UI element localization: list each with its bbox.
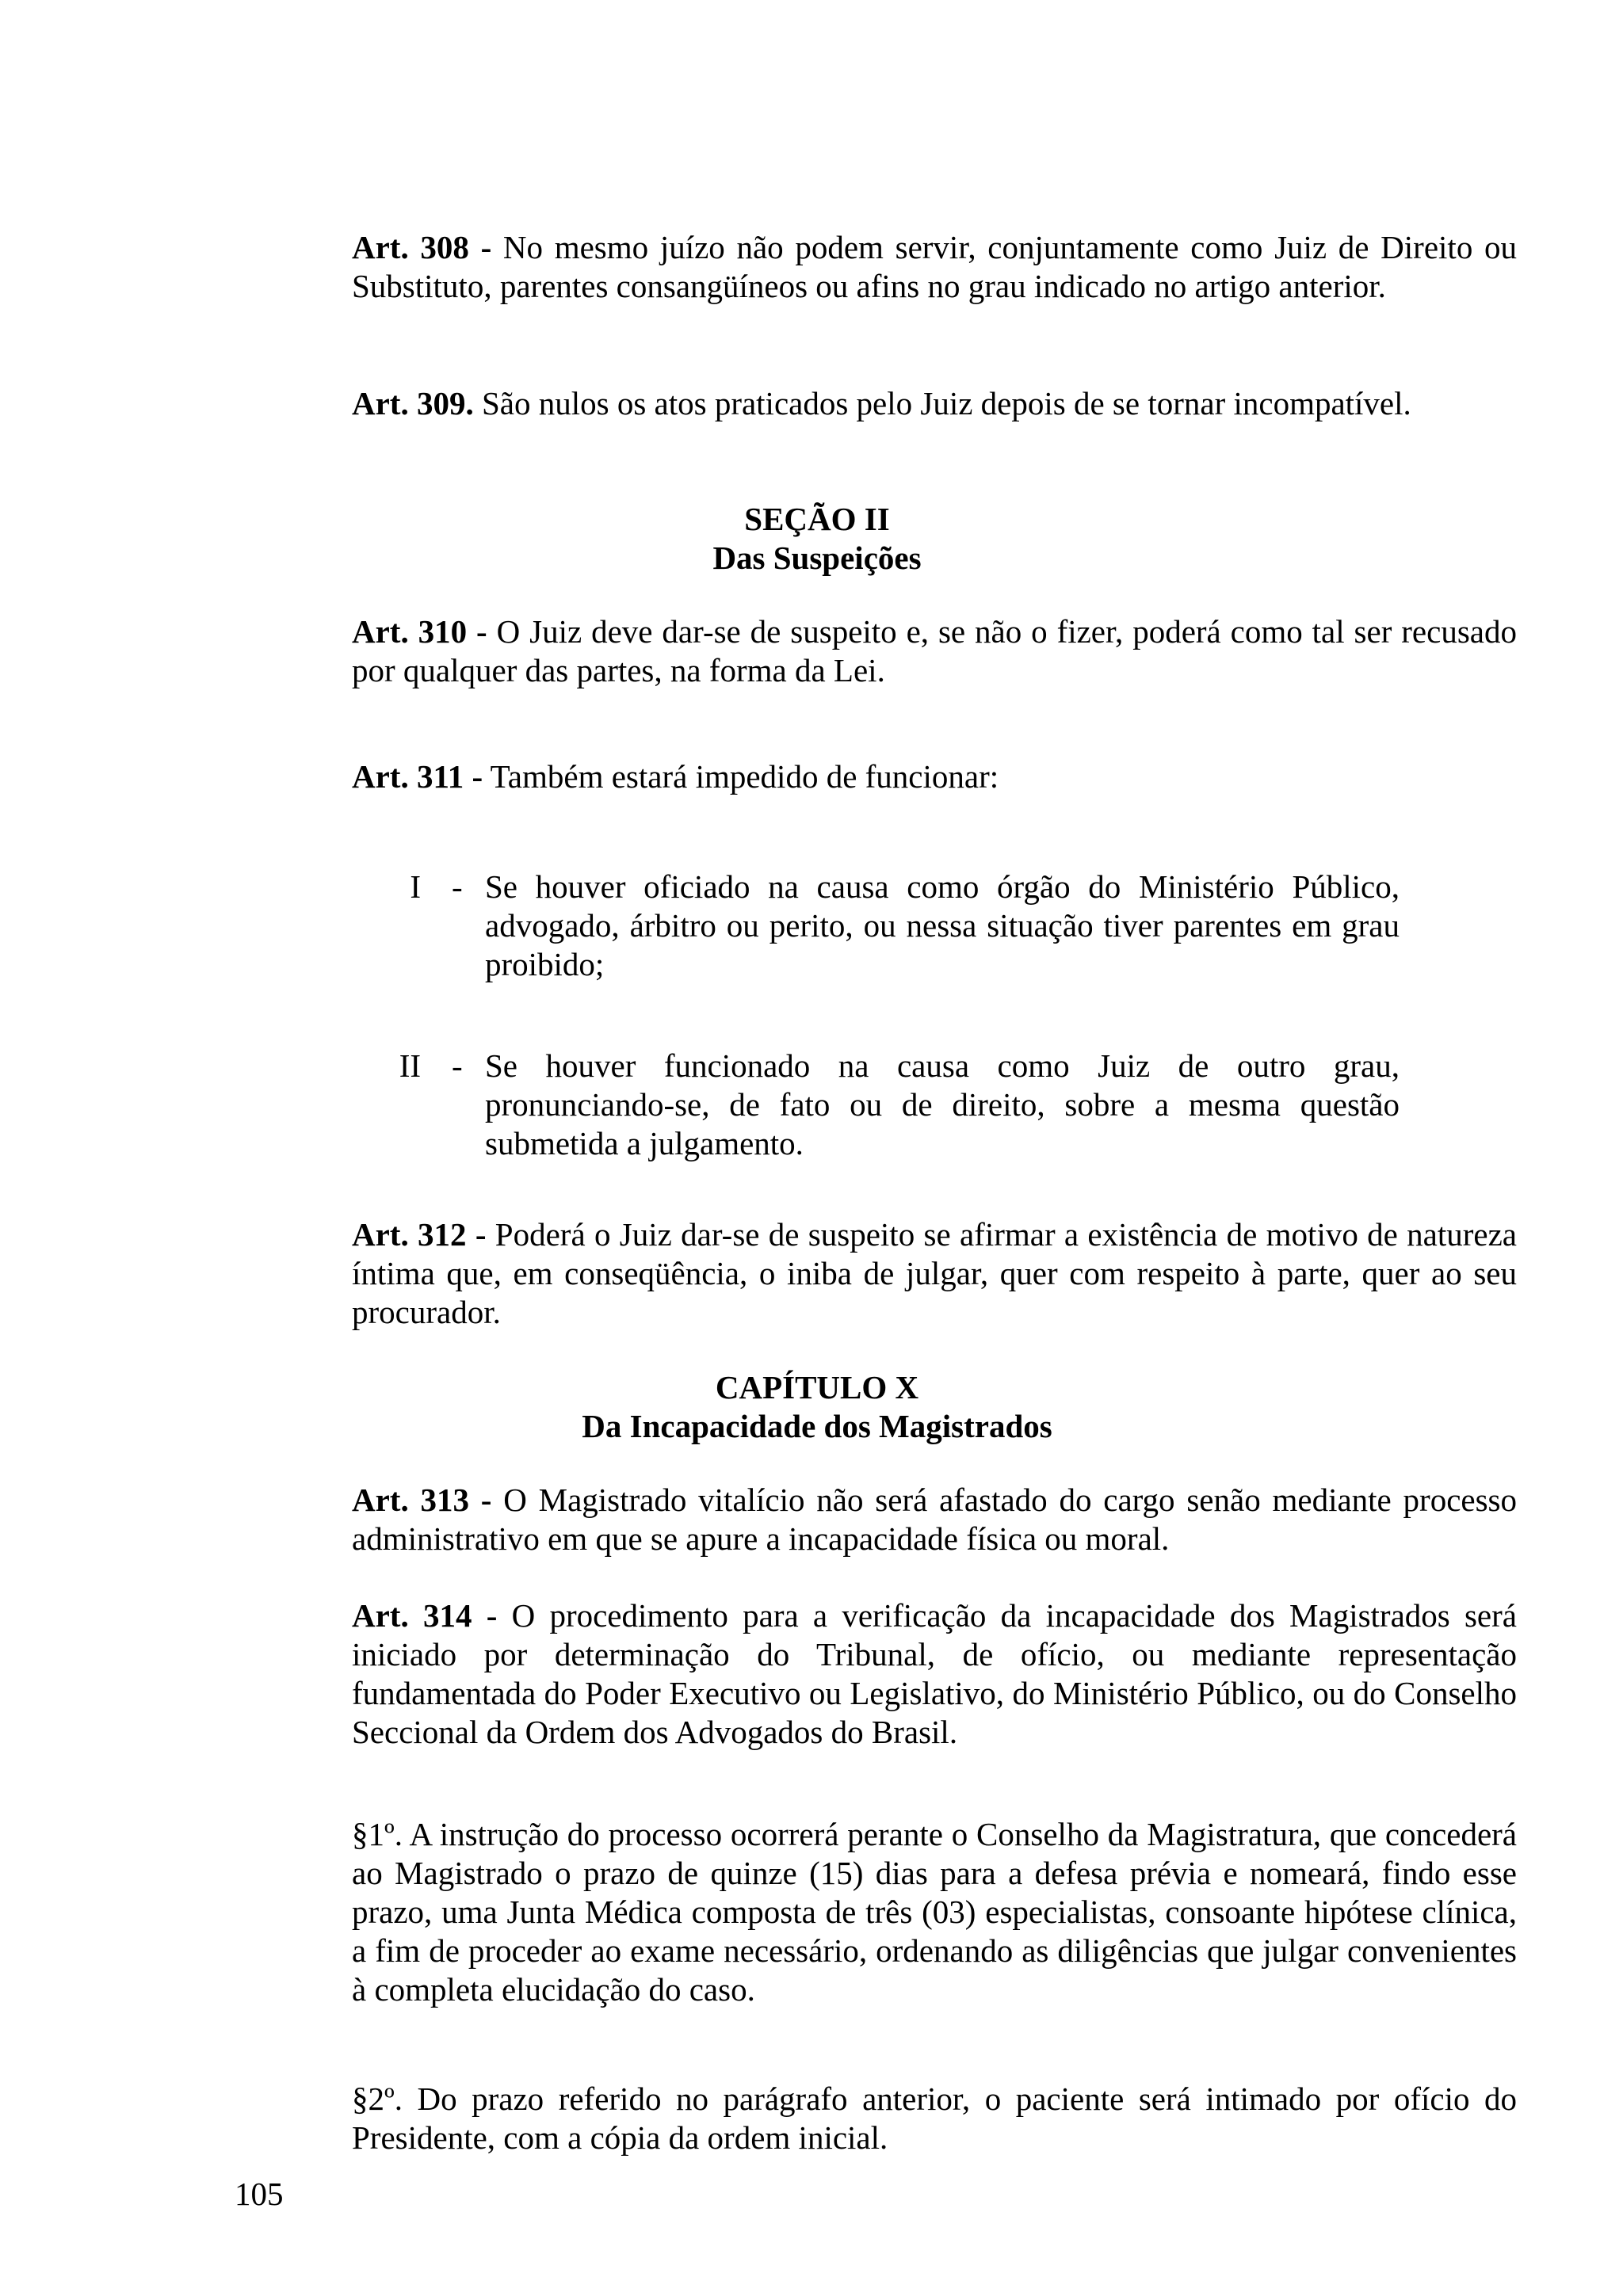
article-label: Art. 314 - — [352, 1597, 498, 1634]
article-308 — [235, 228, 1517, 306]
article-text: São nulos os atos praticados pelo Juiz depois de se tornar incompatível. — [473, 385, 1411, 421]
list-item — [235, 868, 1400, 984]
article-text: Poderá o Juiz dar-se de suspeito se afirmar a existência de motivo de natureza íntima que, em conseqüência, o iniba de julgar, quer com respeito à parte, quer ao seu procurador. — [352, 1216, 1517, 1330]
article-313 — [235, 1481, 1517, 1558]
item-dash: - — [452, 1047, 463, 1084]
item-text: Se houver funcionado na causa como Juiz de outro grau, pronunciando-se, de fato ou de direito, sobre a mesma questão submetida a julgamento. — [485, 1047, 1400, 1161]
article-text: O Magistrado vitalício não será afastado do cargo senão mediante processo administrativo em que se apure a incapacidade física ou moral. — [352, 1482, 1517, 1557]
section-heading: SEÇÃO II — [744, 501, 890, 537]
item-text: Se houver oficiado na causa como órgão do Ministério Público, advogado, árbitro ou perito, ou nessa situação tiver parentes em grau proibido; — [485, 868, 1400, 982]
article-310 — [235, 612, 1517, 690]
paragraph-1: §1º. A instrução do processo ocorrerá perante o Conselho da Magistratura, que concederá ao Magistrado o prazo de quinze (15) dias para a defesa prévia e nomeará, findo esse prazo, uma Junta Médica composta de três (03) especialistas, consoante hipótese clínica, a fim de proceder ao exame necessário, ordenando as diligências que julgar convenientes à completa elucidação do caso. — [352, 1816, 1517, 2008]
article-label: Art. 310 - — [352, 613, 487, 650]
article-label: Art. 312 - — [352, 1216, 487, 1253]
article-309 — [235, 384, 1517, 423]
item-number: I — [410, 868, 421, 905]
list-item — [235, 1047, 1400, 1163]
article-label: Art. 313 - — [352, 1482, 492, 1518]
page-number: 105 — [235, 2176, 284, 2212]
article-text: O Juiz deve dar-se de suspeito e, se não o fizer, poderá como tal ser recusado por qualquer das partes, na forma da Lei. — [352, 613, 1517, 688]
article-311 — [235, 757, 1517, 796]
item-number: II — [399, 1047, 421, 1084]
paragraph-2: §2º. Do prazo referido no parágrafo anterior, o paciente será intimado por ofício do Presidente, com a cópia da ordem inicial. — [352, 2081, 1517, 2156]
article-314 — [235, 1596, 1517, 1752]
article-text: Também estará impedido de funcionar: — [483, 758, 999, 795]
chapter-heading: CAPÍTULO X — [715, 1369, 919, 1405]
article-text: O procedimento para a verificação da incapacidade dos Magistrados será iniciado por determinação do Tribunal, de ofício, ou mediante representação fundamentada do Poder Executivo ou Legislativo, do Ministério Público, ou do Conselho Seccional da Ordem dos Advogados do Brasil. — [352, 1597, 1517, 1750]
article-text: No mesmo juízo não podem servir, conjuntamente como Juiz de Direito ou Substituto, parentes consangüíneos ou afins no grau indicado no artigo anterior. — [352, 229, 1517, 304]
article-312 — [235, 1215, 1517, 1332]
chapter-subheading: Da Incapacidade dos Magistrados — [582, 1408, 1052, 1444]
article-label: Art. 309. — [352, 385, 474, 421]
article-label: Art. 308 - — [352, 229, 492, 265]
article-label: Art. 311 - — [352, 758, 483, 795]
section-subheading: Das Suspeições — [712, 540, 922, 576]
item-dash: - — [452, 868, 463, 905]
